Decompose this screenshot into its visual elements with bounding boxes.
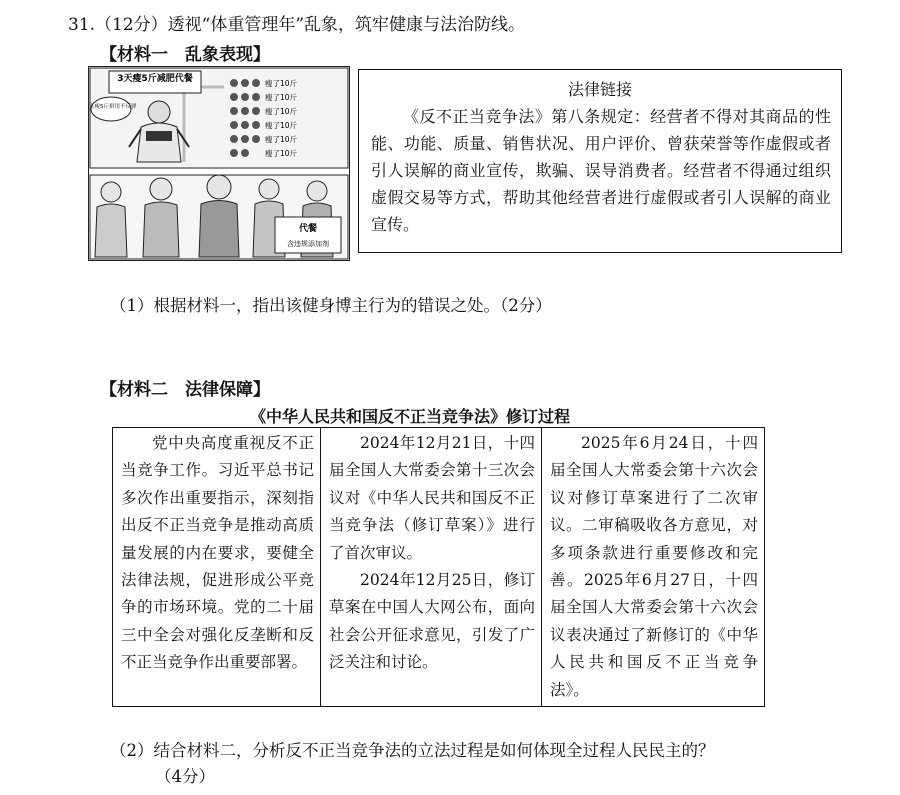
- table-cell-second-review: [542, 428, 765, 707]
- law-link-title: 法律链接: [567, 80, 632, 99]
- product-label: 代餐: [298, 224, 318, 234]
- comic-illustration: [88, 66, 350, 261]
- comic-banner-text: 3天瘦5斤减肥代餐: [117, 74, 193, 84]
- cell-paragraph: 2025年6月24日，十四届全国人大常委会第十六次会议对修订草案进行了二次审议。二审稿吸收各方意见，对多项条款进行重要修改和完善。2025年6月27日，十四届全国人大常委会第十六次会议表决通过了新修订的《中华人民共和国反不正当竞争法》。: [550, 434, 758, 699]
- comment-text: 瘦了10斤: [265, 135, 298, 144]
- comment-text: 瘦了10斤: [265, 121, 298, 130]
- table-cell-first-review: [321, 428, 542, 707]
- comment-text: 瘦了10斤: [265, 93, 298, 102]
- table-cell-party: [113, 428, 321, 707]
- table-title: 《中华人民共和国反不正当竞争法》修订过程: [250, 407, 571, 426]
- comic-image: [89, 67, 349, 260]
- cell-paragraph: 党中央高度重视反不正当竞争工作。习近平总书记多次作出重要指示，深刻指出反不正当竞争是推动高质量发展的内在要求，要健全法律法规，促进形成公平竞争的市场环境。党的二十届三中全会对强化反垄断和反不正当竞争作出重要部署。: [121, 434, 314, 672]
- comment-text: 瘦了10斤: [265, 79, 298, 88]
- revision-process-table: [112, 427, 765, 707]
- question-title: 31.（12分）透视“体重管理年”乱象，筑牢健康与法治防线。: [68, 15, 526, 35]
- product-note: 含违规添加剂: [287, 240, 329, 248]
- table-row: [113, 428, 765, 707]
- sub-question-2-points: （4分）: [155, 767, 215, 786]
- material1-heading: 【材料一 乱象表现】: [100, 45, 270, 65]
- law-link-body: 《反不正当竞争法》第八条规定：经营者不得对其商品的性能、功能、质量、销售状况、用户评价、曾获荣誉等作虚假或者引人误解的商业宣传，欺骗、误导消费者。经营者不得通过组织虚假交易等方式，帮助其他经营者进行虚假或者引人误解的商业宣传。: [371, 107, 831, 234]
- sub-question-2: （2）结合材料二，分析反不正当竞争法的立法过程是如何体现全过程人民民主的？: [110, 741, 715, 760]
- comment-text: 瘦了10斤: [265, 107, 298, 116]
- comic-bubble-text: 3天瘦5斤拼用不反弹: [89, 104, 137, 110]
- material2-heading: 【材料二 法律保障】: [100, 380, 270, 400]
- cell-paragraph: 2024年12月25日，修订草案在中国人大网公布，面向社会公开征求意见，引发了广泛关注和讨论。: [329, 571, 535, 672]
- comment-text: 瘦了10斤: [265, 149, 298, 158]
- cell-paragraph: 2024年12月21日，十四届全国人大常委会第十三次会议对《中华人民共和国反不正当竞争法（修订草案）》进行了首次审议。: [329, 434, 535, 562]
- law-link-box: [358, 69, 842, 253]
- sub-question-1: （1）根据材料一，指出该健身博主行为的错误之处。（2分）: [110, 296, 552, 315]
